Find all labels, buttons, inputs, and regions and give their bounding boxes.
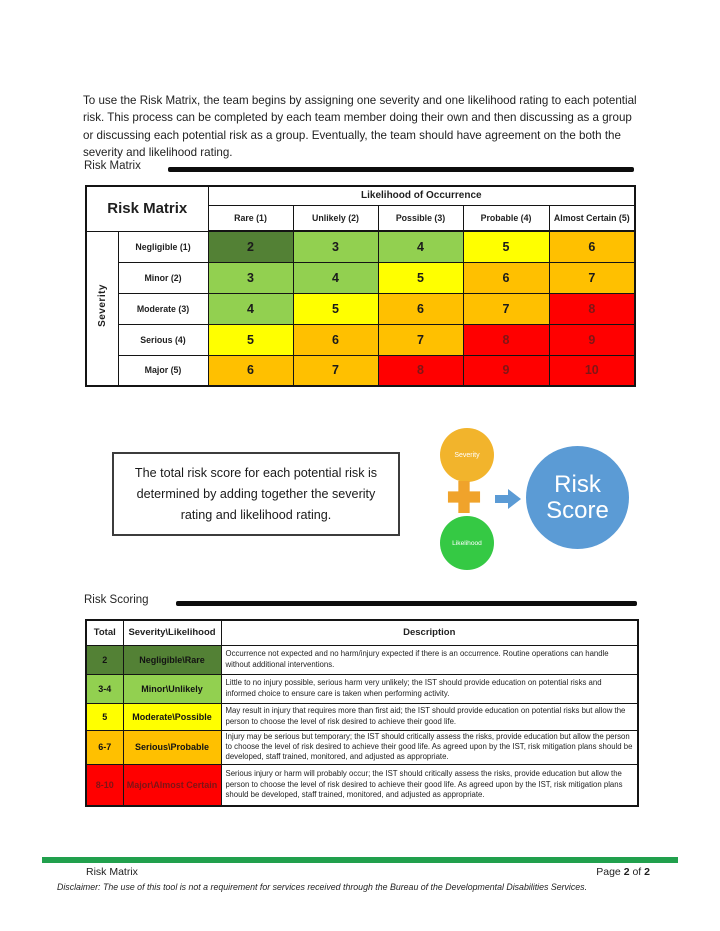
footer-page-word: Page bbox=[596, 866, 621, 878]
severity-circle-label: Severity bbox=[454, 451, 480, 459]
matrix-cell: 5 bbox=[378, 262, 463, 293]
risk-score-circle bbox=[526, 446, 629, 549]
likelihood-col-header: Almost Certain (5) bbox=[549, 205, 635, 231]
matrix-cell: 2 bbox=[208, 231, 293, 262]
scoring-level: Moderate\Possible bbox=[123, 703, 221, 730]
matrix-cell: 4 bbox=[293, 262, 378, 293]
scoring-level: Minor\Unlikely bbox=[123, 674, 221, 703]
section-heading-risk-matrix: Risk Matrix bbox=[84, 160, 141, 172]
matrix-cell: 6 bbox=[293, 324, 378, 355]
scoring-total: 5 bbox=[86, 703, 123, 730]
likelihood-col-header: Probable (4) bbox=[463, 205, 549, 231]
matrix-corner-label: Risk Matrix bbox=[86, 186, 208, 231]
matrix-cell: 9 bbox=[463, 355, 549, 386]
matrix-cell: 7 bbox=[463, 293, 549, 324]
matrix-cell: 8 bbox=[549, 293, 635, 324]
matrix-cell: 4 bbox=[208, 293, 293, 324]
scoring-level: Serious\Probable bbox=[123, 730, 221, 764]
scoring-row bbox=[86, 764, 638, 806]
matrix-cell: 4 bbox=[378, 231, 463, 262]
scoring-total: 8-10 bbox=[86, 764, 123, 806]
severity-axis-text: Severity bbox=[96, 284, 108, 328]
severity-row-label: Negligible (1) bbox=[118, 231, 208, 262]
heading-bar bbox=[168, 167, 634, 172]
likelihood-circle-label: Likelihood bbox=[452, 539, 482, 547]
severity-axis-label bbox=[86, 231, 118, 386]
matrix-cell: 6 bbox=[463, 262, 549, 293]
matrix-cell: 6 bbox=[378, 293, 463, 324]
scoring-level: Major\Almost Certain bbox=[123, 764, 221, 806]
matrix-cell: 6 bbox=[208, 355, 293, 386]
matrix-cell: 7 bbox=[293, 355, 378, 386]
footer-disclaimer: Disclaimer: The use of this tool is not a requirement for services received through the Bureau of the Developmental Disabilities Services. bbox=[57, 882, 588, 892]
likelihood-col-header: Possible (3) bbox=[378, 205, 463, 231]
matrix-cell: 5 bbox=[293, 293, 378, 324]
scoring-row bbox=[86, 703, 638, 730]
matrix-cell: 3 bbox=[293, 231, 378, 262]
likelihood-circle bbox=[440, 516, 494, 570]
matrix-cell: 5 bbox=[208, 324, 293, 355]
scoring-total: 2 bbox=[86, 645, 123, 674]
matrix-cell: 10 bbox=[549, 355, 635, 386]
arrow-right-icon bbox=[495, 489, 521, 509]
heading-bar bbox=[176, 601, 637, 606]
matrix-cell: 8 bbox=[378, 355, 463, 386]
matrix-cell: 6 bbox=[549, 231, 635, 262]
risk-score-note-text: The total risk score for each potential risk is determined by adding together the severity rating and likelihood rating. bbox=[134, 465, 378, 522]
scoring-description: Little to no injury possible, serious harm very unlikely; the IST should provide education on potential risks and informed choice to ensure care is taken when performing activity. bbox=[221, 674, 638, 703]
matrix-cell: 3 bbox=[208, 262, 293, 293]
footer-page-total: 2 bbox=[644, 866, 650, 878]
plus-icon bbox=[447, 480, 481, 514]
severity-row-label: Major (5) bbox=[118, 355, 208, 386]
matrix-cell: 8 bbox=[463, 324, 549, 355]
matrix-cell: 5 bbox=[463, 231, 549, 262]
scoring-description: May result in injury that requires more than first aid; the IST should provide education on potential risks but allow the person to choose the level of risk desired to achieve their good life. bbox=[221, 703, 638, 730]
intro-paragraph: To use the Risk Matrix, the team begins by assigning one severity and one likelihood rating to each potential risk. This process can be completed by each team member doing their own and then discussing as a group or discussing each potential risk as a group. Eventually, the team should have agreement on the both the severity and likelihood rating. bbox=[83, 93, 637, 160]
matrix-cell: 7 bbox=[378, 324, 463, 355]
likelihood-col-header: Unlikely (2) bbox=[293, 205, 378, 231]
scoring-row bbox=[86, 645, 638, 674]
scoring-header-level: Severity\Likelihood bbox=[123, 620, 221, 645]
scoring-description: Serious injury or harm will probably occur; the IST should critically assess the risks, provide education but allow the person to choose the level of risk desired to achieve their good life. As agreed upon by the IST, risk mitigation plans should be developed, staff trained, monitored, and adjusted as appropriate. bbox=[221, 764, 638, 806]
scoring-row bbox=[86, 674, 638, 703]
matrix-cell: 9 bbox=[549, 324, 635, 355]
footer-page-number bbox=[596, 866, 650, 878]
scoring-level: Negligible\Rare bbox=[123, 645, 221, 674]
footer-page-current: 2 bbox=[623, 866, 630, 878]
footer-doc-title: Risk Matrix bbox=[86, 866, 138, 878]
scoring-row bbox=[86, 730, 638, 764]
likelihood-header: Likelihood of Occurrence bbox=[208, 186, 635, 205]
footer-of-word: of bbox=[632, 866, 642, 878]
severity-row-label: Moderate (3) bbox=[118, 293, 208, 324]
severity-row-label: Minor (2) bbox=[118, 262, 208, 293]
likelihood-col-header: Rare (1) bbox=[208, 205, 293, 231]
risk-score-note-box bbox=[112, 452, 400, 536]
severity-row-label: Serious (4) bbox=[118, 324, 208, 355]
risk-scoring-table bbox=[85, 619, 639, 807]
section-heading-risk-scoring: Risk Scoring bbox=[84, 594, 149, 606]
matrix-cell: 7 bbox=[549, 262, 635, 293]
scoring-total: 3-4 bbox=[86, 674, 123, 703]
scoring-description: Occurrence not expected and no harm/injury expected if there is an occurrence. Routine operations can handle without additional interventions. bbox=[221, 645, 638, 674]
risk-score-line2: Score bbox=[546, 496, 609, 524]
scoring-header-description: Description bbox=[221, 620, 638, 645]
scoring-header-total: Total bbox=[86, 620, 123, 645]
risk-matrix-table bbox=[85, 185, 636, 387]
severity-circle bbox=[440, 428, 494, 482]
risk-score-line1: Risk bbox=[554, 470, 601, 498]
scoring-description: Injury may be serious but temporary; the IST should critically assess the risks, provide education but allow the person to choose the level of risk desired to achieve their good life. As agreed upon by the IST, risk mitigation plans should be developed, staff trained, monitored, and adjusted as appropriate. bbox=[221, 730, 638, 764]
scoring-total: 6-7 bbox=[86, 730, 123, 764]
footer-bar bbox=[42, 857, 678, 863]
